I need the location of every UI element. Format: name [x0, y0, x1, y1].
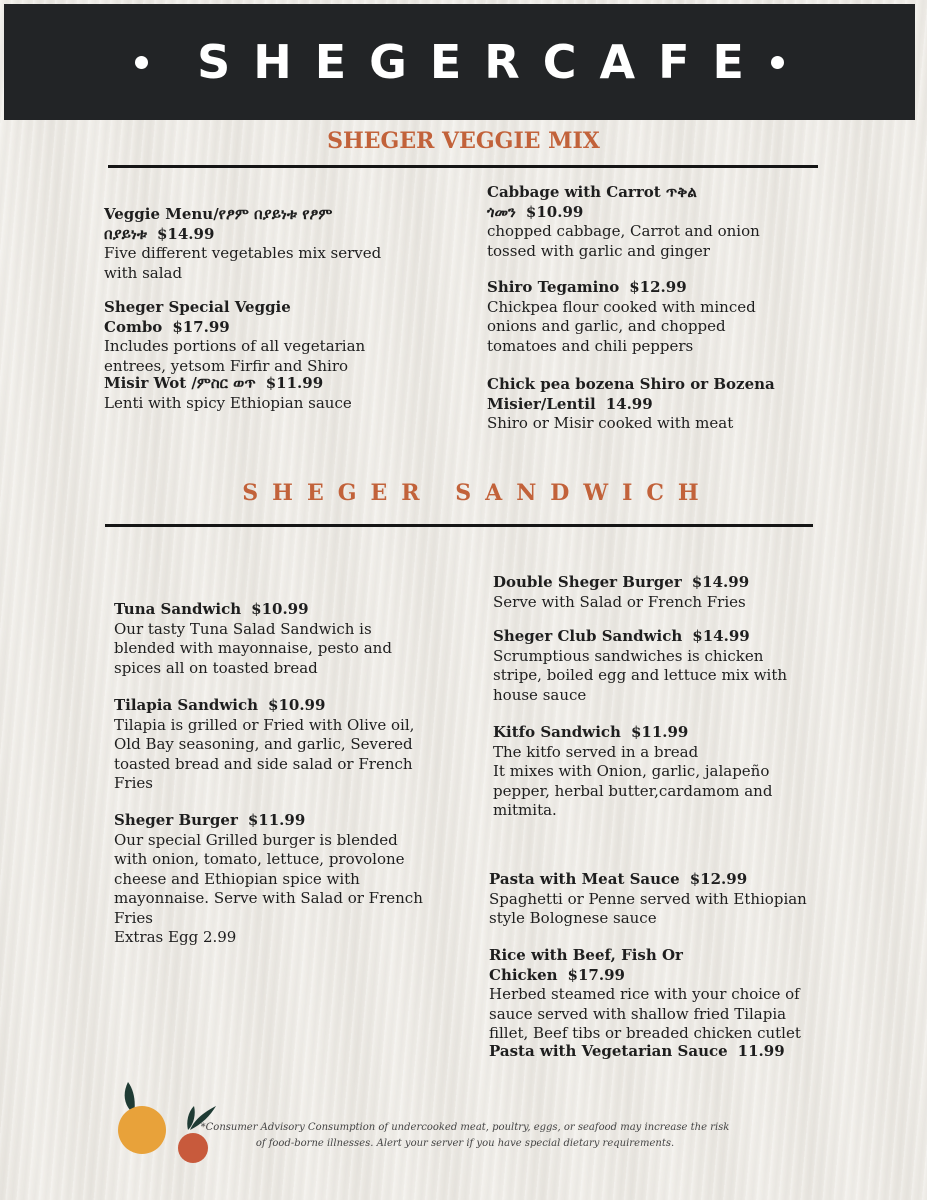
- menu-item: [493, 573, 803, 612]
- item-price: $14.99: [691, 573, 750, 591]
- item-name: Cabbage with Carrot ጥቅል ጎመን: [487, 183, 697, 221]
- section-divider: [105, 524, 813, 527]
- orange-fruit-icon: [118, 1106, 166, 1154]
- item-price: $10.99: [525, 202, 584, 221]
- item-name: Sheger Special Veggie Combo: [104, 298, 291, 336]
- menu-item: [493, 627, 803, 705]
- menu-item: [104, 298, 414, 376]
- header-banner: [4, 4, 915, 120]
- menu-item: [489, 870, 819, 929]
- item-name: Kitfo Sandwich: [493, 723, 621, 741]
- section-title-sandwich: SHEGER SANDWICH: [242, 480, 713, 506]
- item-name: Veggie Menu/የፆም በያይነቱ የፆም በያይነቱ: [104, 205, 333, 243]
- item-name: Tilapia Sandwich: [114, 696, 259, 714]
- item-price: $12.99: [689, 870, 748, 888]
- item-description: Our tasty Tuna Salad Sandwich is blended with mayonnaise, pesto and spices all on toasted bread: [114, 619, 392, 677]
- menu-item: [487, 183, 772, 261]
- item-name: Tuna Sandwich: [114, 600, 242, 618]
- item-description: Chickpea flour cooked with minced onions and garlic, and chopped tomatoes and chili peppers: [487, 297, 756, 355]
- item-price: 11.99: [737, 1042, 785, 1060]
- item-price: $11.99: [265, 374, 324, 392]
- menu-item: [114, 696, 424, 794]
- menu-item: [493, 723, 793, 821]
- menu-item: [104, 374, 414, 413]
- item-price: $11.99: [247, 811, 306, 829]
- item-price: $14.99: [692, 627, 750, 645]
- item-name: Sheger Burger: [114, 811, 238, 829]
- item-description: chopped cabbage, Carrot and onion tossed with garlic and ginger: [487, 222, 760, 260]
- item-price: $17.99: [172, 317, 230, 336]
- item-description: Includes portions of all vegetarian entrees, yetsom Firfir and Shiro: [104, 337, 366, 375]
- menu-item: [114, 600, 414, 678]
- item-price: $11.99: [630, 723, 689, 741]
- item-description: Serve with Salad or French Fries: [493, 592, 746, 611]
- item-description: Scrumptious sandwiches is chicken stripe, boiled egg and lettuce mix with house sauce: [493, 646, 788, 704]
- item-name: Sheger Club Sandwich: [493, 627, 683, 645]
- menu-item: [489, 946, 819, 1044]
- menu-item: [487, 375, 777, 434]
- item-name: Shiro Tegamino: [487, 278, 620, 296]
- menu-item: [487, 278, 777, 356]
- item-name: Chick pea bozena Shiro or Bozena Misier/Lentil: [487, 375, 775, 413]
- menu-item: [489, 1042, 819, 1062]
- item-name: Pasta with Vegetarian Sauce: [489, 1042, 728, 1060]
- item-extra: Extras Egg 2.99: [114, 928, 237, 946]
- item-description: Lenti with spicy Ethiopian sauce: [104, 393, 352, 412]
- item-description: Herbed steamed rice with your choice of sauce served with shallow fried Tilapia fillet, Beef tibs or breaded chicken cutlet: [489, 985, 801, 1042]
- item-description: Shiro or Misir cooked with meat: [487, 414, 734, 432]
- bullet-icon: [771, 56, 784, 69]
- item-name: Rice with Beef, Fish Or Chicken: [489, 946, 683, 984]
- item-description: Tilapia is grilled or Fried with Olive oil, Old Bay seasoning, and garlic, Severed toasted bread and side salad or French Fries: [114, 715, 415, 792]
- cafe-name: SHEGERCAFE: [197, 35, 767, 89]
- consumer-advisory: *Consumer Advisory Consumption of undercooked meat, poultry, eggs, or seafood may increase the risk of food-borne illnesses. Alert your server if you have special dietary requirements.: [200, 1122, 730, 1149]
- item-description: Our special Grilled burger is blended with onion, tomato, lettuce, provolone cheese and Ethiopian spice with mayonnaise. Serve with Salad or French Fries: [114, 830, 423, 927]
- item-name: Pasta with Meat Sauce: [489, 870, 680, 888]
- item-description-extra: It mixes with Onion, garlic, jalapeño pepper, herbal butter,cardamom and mitmita.: [493, 762, 773, 819]
- item-name: Misir Wot /ምስር ወጥ: [104, 374, 256, 392]
- section-title-veggie: SHEGER VEGGIE MIX: [327, 128, 600, 154]
- item-description: Spaghetti or Penne served with Ethiopian style Bolognese sauce: [489, 889, 807, 927]
- item-description: Five different vegetables mix served with salad: [104, 244, 382, 282]
- menu-item: [114, 811, 424, 948]
- item-price: $10.99: [251, 600, 309, 618]
- item-description: The kitfo served in a bread: [493, 742, 699, 761]
- section-divider: [108, 165, 818, 168]
- bullet-icon: [135, 56, 148, 69]
- item-price: $14.99: [156, 224, 215, 243]
- item-price: 14.99: [605, 394, 653, 413]
- item-price: $17.99: [567, 965, 625, 984]
- item-price: $10.99: [268, 696, 326, 714]
- menu-item: [104, 205, 389, 283]
- item-name: Double Sheger Burger: [493, 573, 682, 591]
- item-price: $12.99: [629, 278, 687, 296]
